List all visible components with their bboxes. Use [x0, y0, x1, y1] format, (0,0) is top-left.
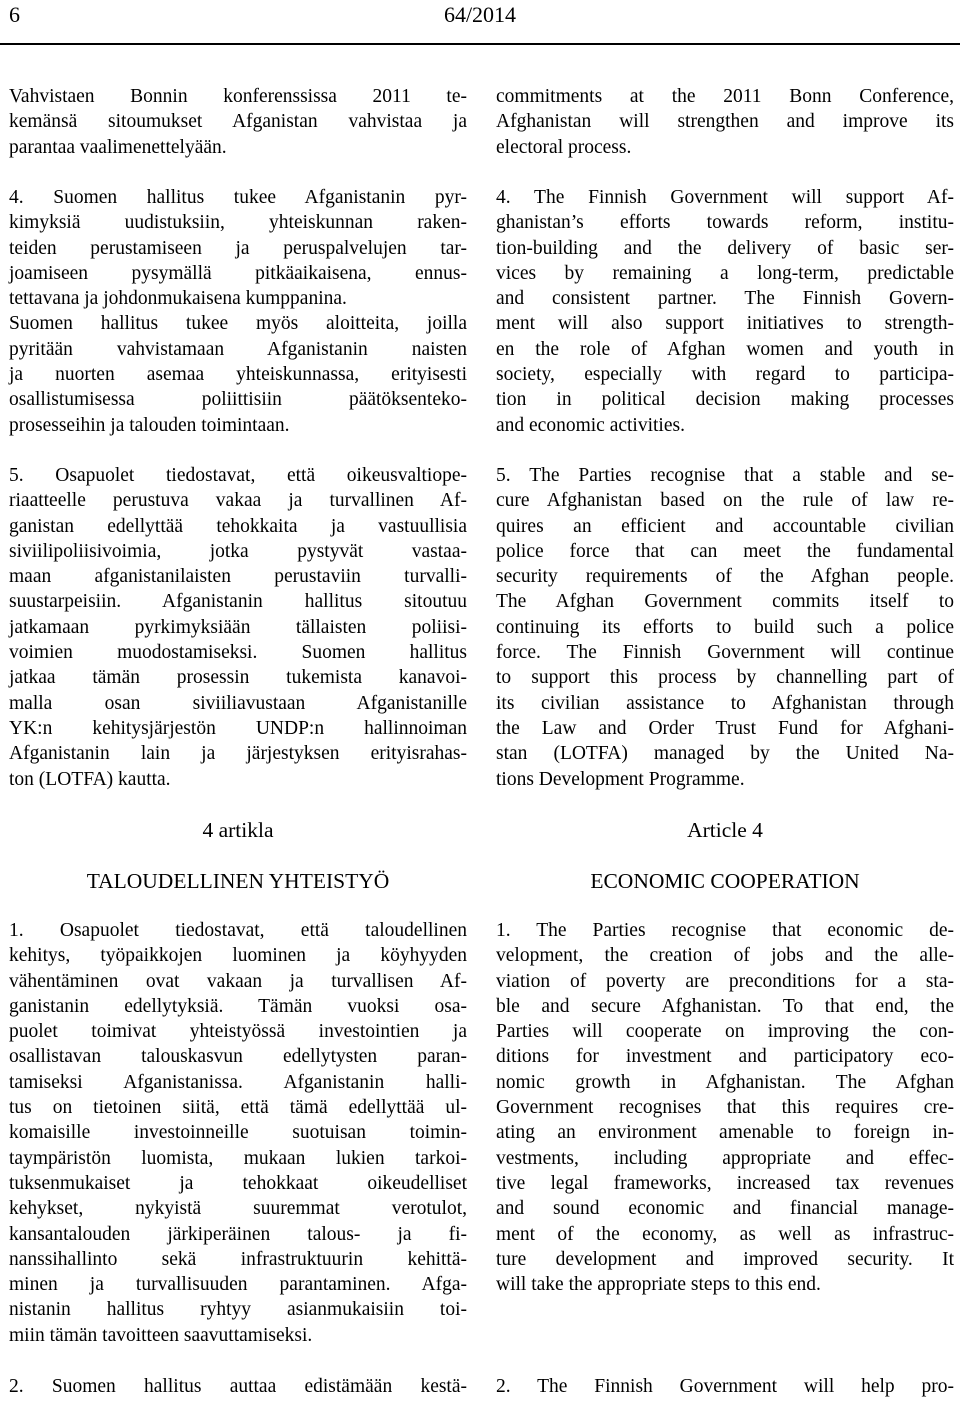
en-paragraph-5: [496, 463, 954, 792]
text-line: continuing its efforts to build such a police: [496, 616, 954, 638]
text-line: 4. The Finnish Government will support Af-: [496, 187, 954, 208]
text-line: to support this process by channelling part of: [496, 667, 954, 689]
text-line: joamiseen pysymällä pitkäaikaisena, ennus-: [9, 262, 467, 284]
text-line: 1. The Parties recognise that economic de-: [496, 920, 954, 941]
text-line: kansantalouden järkiperäinen talous- ja fi-: [9, 1223, 467, 1245]
text-line: tive legal frameworks, increased tax revenues: [496, 1172, 954, 1194]
text-line: Government recognises that this requires cre-: [496, 1097, 954, 1119]
text-line: komaisille investoinneille suotuisan toimin-: [9, 1122, 467, 1144]
header-rule: [0, 43, 960, 45]
text-line: maan afganistanilaisten perustaviin turvalli-: [9, 566, 467, 588]
text-line: ditions for investment and participatory eco-: [496, 1046, 954, 1068]
fi-article-paragraph-2: [9, 1374, 467, 1399]
text-line: ating an environment amenable to foreign in-: [496, 1122, 954, 1144]
text-line: minen ja turvallisuuden parantaminen. Afga-: [9, 1274, 467, 1296]
text-line: ton (LOTFA) kautta.: [9, 768, 171, 790]
text-line: pyritään vahvistamaan Afganistanin naisten: [9, 338, 467, 360]
text-line: Parties will cooperate on improving the con-: [496, 1021, 954, 1043]
text-line: 2. Suomen hallitus auttaa edistämään kestä-: [9, 1376, 467, 1397]
fi-intro-paragraph: [9, 84, 467, 160]
text-line: taympäristön luomista, mukaan lukien tarkoi-: [9, 1147, 467, 1169]
text-line: nanssihallinto sekä infrastruktuurin kehittä-: [9, 1248, 467, 1270]
en-paragraph-4: [496, 185, 954, 438]
text-line: osallistavan talouskasvun edellytysten paran-: [9, 1046, 467, 1068]
text-line: malla osan siviiliavustaan Afganistanille: [9, 692, 467, 714]
text-line: tus on tietoinen siitä, että tämä edellyttää ul-: [9, 1097, 467, 1119]
text-line: cure Afghanistan based on the rule of law re-: [496, 490, 954, 512]
text-line: velopment, the creation of jobs and the alle-: [496, 945, 954, 967]
text-line: voimien muodostamiseksi. Suomen hallitus: [9, 642, 467, 664]
text-line: force. The Finnish Government will continue: [496, 642, 954, 664]
text-line: kehykset, nykyistä suuremmat verotulot,: [9, 1198, 467, 1220]
text-line: ganistanin edellytyksiä. Tämän vuoksi osa-: [9, 995, 467, 1017]
text-line: ghanistan’s efforts towards reform, institu-: [496, 212, 954, 234]
text-line: suustarpeisiin. Afganistanin hallitus sitoutuu: [9, 591, 467, 613]
document-reference: 64/2014: [443, 2, 517, 27]
text-line: will take the appropriate steps to this end.: [496, 1274, 821, 1296]
fi-paragraph-5: [9, 463, 467, 792]
text-line: siviilipoliisivoimia, jotka pystyvät vastaa-: [9, 540, 467, 562]
text-line: jatkaa tämän prosessin tukemista kanavoi-: [9, 667, 467, 689]
text-line: tion-building and the delivery of basic ser-: [496, 237, 954, 259]
text-line: 2. The Finnish Government will help pro-: [496, 1376, 954, 1397]
text-line: kimyksiä uudistuksiin, yhteiskunnan raken-: [9, 212, 467, 234]
text-line: kemänsä sitoumukset Afganistan vahvistaa ja: [9, 111, 467, 133]
text-line: YK:n kehitysjärjestön UNDP:n hallinnoiman: [9, 717, 467, 739]
text-line: jatkamaan pyrkimyksiään tällaisten poliisi-: [9, 616, 467, 638]
text-line: The Afghan Government commits itself to: [496, 591, 954, 613]
text-line: Suomen hallitus tukee myös aloitteita, joilla: [9, 313, 467, 335]
en-article-title: ECONOMIC COOPERATION: [590, 869, 860, 893]
text-line: 1. Osapuolet tiedostavat, että taloudellinen: [9, 920, 467, 941]
text-line: stan (LOTFA) managed by the United Na-: [496, 743, 954, 765]
text-line: and sound economic and financial manage-: [496, 1198, 954, 1220]
text-line: Vahvistaen Bonnin konferenssissa 2011 te-: [9, 86, 467, 107]
text-line: kehitys, työpaikkojen luominen ja köyhyyden: [9, 945, 467, 967]
text-line: en the role of Afghan women and youth in: [496, 338, 954, 360]
fi-paragraph-4: [9, 185, 467, 438]
text-line: vices by remaining a long-term, predictable: [496, 262, 954, 284]
text-line: vähentäminen ovat vakaan ja turvallisen Af-: [9, 970, 467, 992]
text-line: tettavana ja johdonmukaisena kumppanina.: [9, 288, 347, 310]
text-line: ja nuorten asemaa yhteiskunnassa, erityisesti: [9, 364, 467, 386]
text-line: ganistan edellyttää tehokkaita ja vastuullisia: [9, 515, 467, 537]
text-line: prosesseihin ja talouden toimintaan.: [9, 414, 290, 436]
text-line: tions Development Programme.: [496, 768, 745, 790]
fi-article-heading: 4 artikla: [202, 818, 274, 842]
text-line: ment of the economy, as well as infrastruc-: [496, 1223, 954, 1245]
fi-article-title: TALOUDELLINEN YHTEISTYÖ: [86, 869, 390, 893]
text-line: miin tämän tavoitteen saavuttamiseksi.: [9, 1324, 313, 1346]
text-line: puolet toimivat yhteistyössä investointien ja: [9, 1021, 467, 1043]
text-line: vestments, including appropriate and effec-: [496, 1147, 954, 1169]
text-line: Afghanistan will strengthen and improve its: [496, 111, 954, 133]
en-article-paragraph-1: [496, 918, 954, 1297]
text-line: 5. The Parties recognise that a stable and se-: [496, 465, 954, 486]
text-line: ment will also support initiatives to strength-: [496, 313, 954, 335]
text-line: and economic activities.: [496, 414, 685, 436]
en-article-heading: Article 4: [687, 818, 763, 842]
fi-article-paragraph-1: [9, 918, 467, 1348]
text-line: parantaa vaalimenettelyään.: [9, 136, 227, 158]
text-line: electoral process.: [496, 136, 632, 158]
text-line: ture development and improved security. It: [496, 1248, 954, 1270]
text-line: teiden perustamiseen ja peruspalvelujen tar-: [9, 237, 467, 259]
text-line: security requirements of the Afghan people.: [496, 566, 954, 588]
en-intro-paragraph: [496, 84, 954, 160]
text-line: commitments at the 2011 Bonn Conference,: [496, 86, 954, 107]
text-line: viation of poverty are preconditions for a sta-: [496, 970, 954, 992]
text-line: 5. Osapuolet tiedostavat, että oikeusvaltiope-: [9, 465, 467, 486]
text-line: osallistumisessa poliittisiin päätöksenteko-: [9, 389, 467, 411]
page-number: 6: [9, 2, 20, 27]
text-line: the Law and Order Trust Fund for Afghani-: [496, 717, 954, 739]
text-line: and consistent partner. The Finnish Govern-: [496, 288, 954, 310]
text-line: nistanin hallitus ryhtyy asianmukaisiin toi-: [9, 1299, 467, 1321]
text-line: tion in political decision making processes: [496, 389, 954, 411]
text-line: nomic growth in Afghanistan. The Afghan: [496, 1071, 954, 1093]
text-line: police force that can meet the fundamental: [496, 540, 954, 562]
text-line: its civilian assistance to Afghanistan through: [496, 692, 954, 714]
text-line: ble and secure Afghanistan. To that end, the: [496, 995, 954, 1017]
text-line: society, especially with regard to participa-: [496, 364, 954, 386]
text-line: riaatteelle perustuva vakaa ja turvallinen Af-: [9, 490, 467, 512]
en-article-paragraph-2: [496, 1374, 954, 1399]
text-line: Afganistanin lain ja järjestyksen erityisrahas-: [9, 743, 467, 765]
text-line: quires an efficient and accountable civilian: [496, 515, 954, 537]
text-line: tuksenmukaiset ja tehokkaat oikeudelliset: [9, 1172, 467, 1194]
text-line: 4. Suomen hallitus tukee Afganistanin pyr-: [9, 187, 467, 208]
text-line: tamiseksi Afganistanissa. Afganistanin halli-: [9, 1071, 467, 1093]
